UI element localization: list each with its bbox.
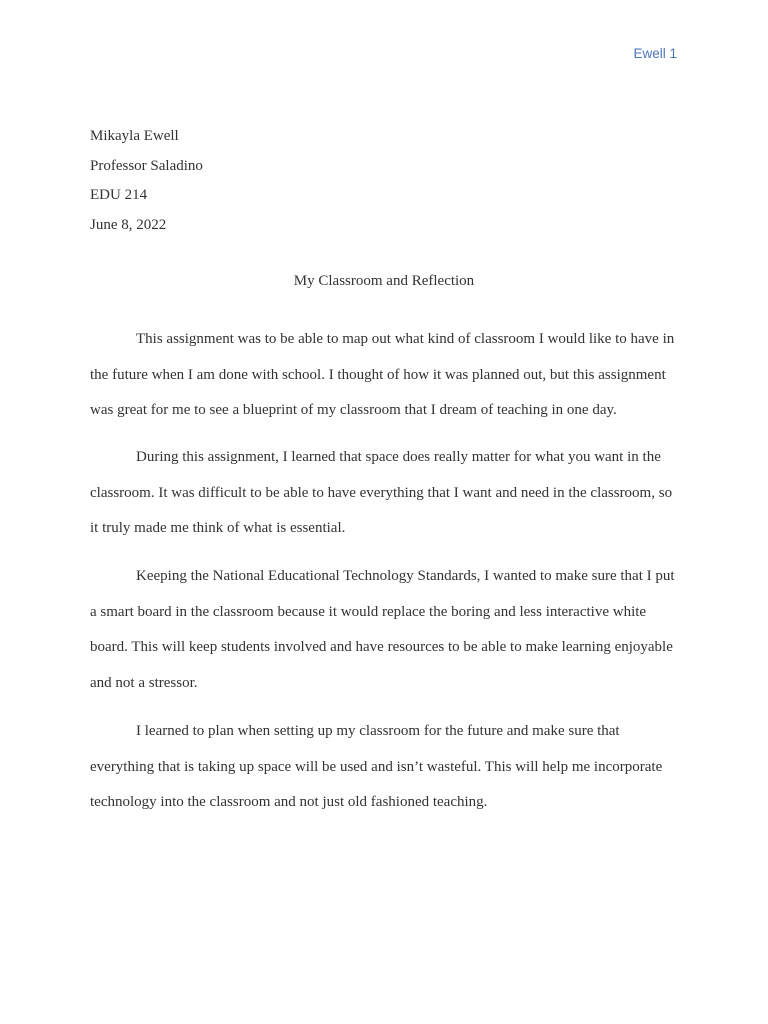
course-code: EDU 214	[90, 187, 148, 203]
paragraph-line: it truly made me think of what is essential.	[90, 520, 346, 536]
paragraph-line: everything that is taking up space will be used and isn’t wasteful. This will help me incorporate	[90, 759, 663, 775]
paragraph-line: and not a stressor.	[90, 675, 198, 691]
paragraph-line: a smart board in the classroom because it would replace the boring and less interactive white	[90, 604, 647, 620]
paragraph-line: was great for me to see a blueprint of my classroom that I dream of teaching in one day.	[90, 402, 617, 418]
paragraph-line: board. This will keep students involved and have resources to be able to make learning enjoyable	[90, 639, 673, 655]
paragraph-line: the future when I am done with school. I thought of how it was planned out, but this assignment	[90, 367, 666, 383]
submission-date: June 8, 2022	[90, 216, 167, 233]
document-title: My Classroom and Reflection	[293, 273, 475, 289]
paragraph-line: During this assignment, I learned that space does really matter for what you want in the	[136, 449, 661, 465]
student-name: Mikayla Ewell	[90, 128, 179, 144]
paragraph-line: This assignment was to be able to map out what kind of classroom I would like to have in	[136, 331, 675, 347]
page-header: Ewell 1	[633, 46, 677, 61]
paragraph-line: I learned to plan when setting up my classroom for the future and make sure that	[136, 723, 620, 739]
paragraph-line: Keeping the National Educational Technology Standards, I wanted to make sure that I put	[136, 568, 675, 584]
professor-name: Professor Saladino	[90, 157, 203, 174]
paragraph-line: classroom. It was difficult to be able to have everything that I want and need in the classroom, so	[90, 485, 673, 501]
student-heading	[90, 122, 203, 240]
paragraph-line: technology into the classroom and not just old fashioned teaching.	[90, 794, 488, 810]
